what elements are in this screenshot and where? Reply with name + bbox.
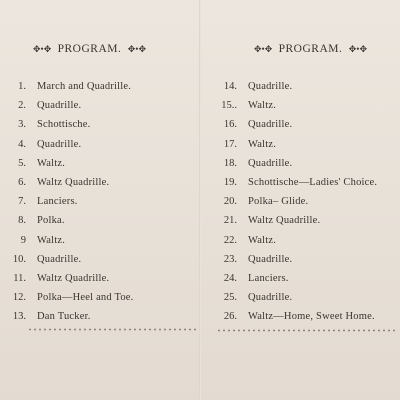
dotted-rule-right [217,329,397,332]
item-label: Lanciers. [248,272,289,284]
item-number: 9 [20,234,26,246]
item-number: 8. [18,215,26,227]
program-item [201,250,400,269]
item-label: Polka—Heel and Toe. [37,292,134,304]
program-item [201,307,400,326]
item-number: 7. [18,196,26,208]
item-number: 18. [223,157,237,169]
item-number: 16. [223,119,237,131]
item-number: 25. [223,292,237,304]
dotted-rule-left [28,328,196,331]
program-item [0,173,199,192]
item-number: 15.. [221,100,237,112]
item-label: Schottische—Ladies' Choice. [248,176,378,188]
item-number: 19. [223,176,237,188]
program-list-right [201,77,400,326]
item-label: Dan Tucker. [37,311,91,323]
item-number: 11. [13,272,26,284]
program-list-left [0,77,199,326]
item-number: 4. [18,138,26,150]
ornament-left-a: ✥•✥ [33,44,52,54]
item-number: 13. [12,311,26,323]
ornament-right-b: ✥•✥ [348,44,367,54]
program-item [201,77,400,96]
left-page [0,0,199,400]
item-number: 6. [18,176,26,188]
item-label: Quadrille. [248,157,293,169]
item-label: Waltz. [37,234,66,246]
program-item [0,307,199,326]
ornament-right-a: ✥•✥ [254,44,273,54]
item-number: 2. [18,100,26,112]
item-label: Quadrille. [248,292,293,304]
item-number: 20. [223,196,237,208]
item-label: Quadrille. [37,138,82,150]
item-label: Quadrille. [248,81,293,92]
program-item [201,269,400,288]
program-item [0,250,199,269]
item-label: Waltz Quadrille. [37,272,110,284]
item-number: 23. [223,253,237,265]
program-item [0,211,199,230]
program-item [0,192,199,211]
program-title-right: PROGRAM. [278,43,343,55]
item-number: 21. [223,215,237,227]
item-label: Waltz. [248,100,277,112]
program-item [0,135,199,154]
item-label: Waltz—Home, Sweet Home. [248,311,375,323]
item-label: Quadrille. [37,253,82,265]
ornament-left-b: ✥•✥ [127,44,146,54]
program-title-left: PROGRAM. [57,43,122,55]
item-number: 24. [223,272,237,284]
item-label: Polka. [37,215,65,227]
item-number: 12. [12,292,26,304]
program-header-left [0,43,189,55]
program-item [201,135,400,154]
item-label: Quadrille. [37,100,82,112]
item-number: 26. [223,311,237,323]
program-item [201,115,400,134]
right-page [201,0,400,400]
item-label: Waltz Quadrille. [248,215,321,227]
item-number: 1. [18,81,26,92]
program-item [0,231,199,250]
program-item [201,231,400,250]
item-label: Waltz. [248,138,277,150]
item-label: Waltz. [37,157,66,169]
item-number: 14. [223,81,237,92]
item-label: Lanciers. [37,196,78,208]
program-header-right [211,43,400,55]
item-number: 3. [18,119,26,131]
item-number: 22. [223,234,237,246]
item-number: 17. [223,138,237,150]
program-item [0,269,199,288]
program-item [201,288,400,307]
program-item [201,173,400,192]
item-number: 10. [12,253,26,265]
item-label: Polka– Glide. [248,196,309,208]
program-item [0,154,199,173]
program-item [201,96,400,115]
program-item [201,154,400,173]
item-label: Waltz Quadrille. [37,176,110,188]
item-number: 5. [18,157,26,169]
program-item [201,211,400,230]
item-label: March and Quadrille. [37,81,132,92]
program-item [0,115,199,134]
item-label: Quadrille. [248,119,293,131]
item-label: Schottische. [37,119,91,131]
program-item [201,192,400,211]
program-item [0,77,199,96]
program-item [0,288,199,307]
program-item [0,96,199,115]
item-label: Waltz. [248,234,277,246]
item-label: Quadrille. [248,253,293,265]
